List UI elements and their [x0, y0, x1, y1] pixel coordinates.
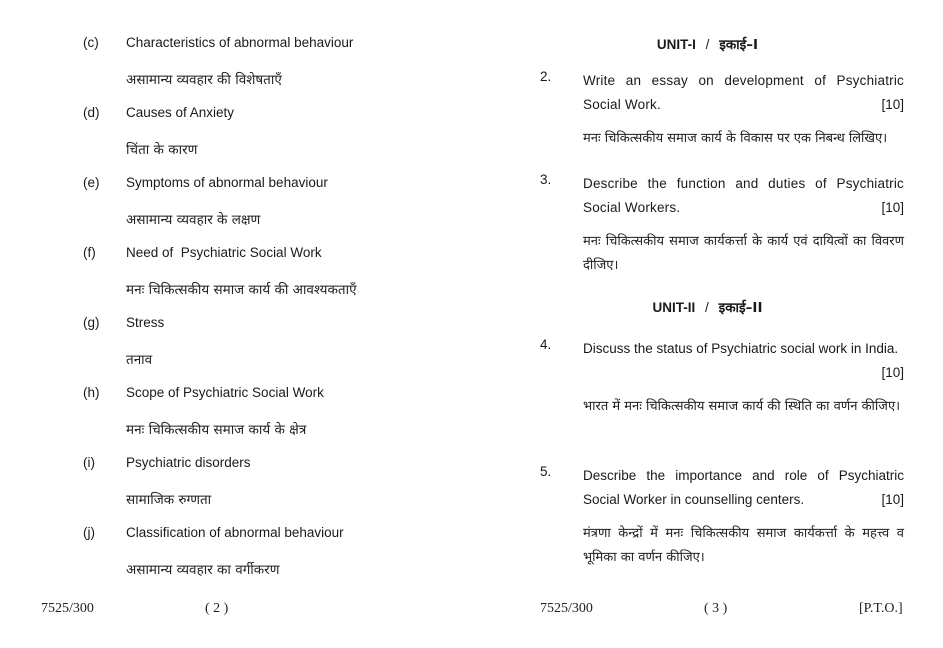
page-3 — [472, 0, 943, 648]
question-number: 3. — [540, 172, 552, 187]
item-label: (j) — [83, 525, 95, 540]
question-english: Write an essay on development of Psychiatric Social Work. — [583, 73, 904, 112]
paper-code: 7525/300 — [41, 601, 94, 616]
unit-2-heading — [472, 298, 943, 316]
item-hindi-text: सामाजिक रुग्णता — [126, 492, 212, 508]
unit-hindi: इकाई–II — [718, 300, 763, 316]
item-english-text: Characteristics of abnormal behaviour — [126, 35, 354, 50]
question-marks: [10] — [881, 200, 904, 215]
unit-hindi: इकाई–I — [719, 37, 759, 53]
page-number: ( 2 ) — [205, 601, 229, 616]
item-hindi-text: असामान्य व्यवहार की विशेषताएँ — [126, 72, 282, 88]
item-hindi-text: मनः चिकित्सकीय समाज कार्य के क्षेत्र — [126, 422, 307, 438]
question-hindi: मनः चिकित्सकीय समाज कार्य के विकास पर एक निबन्ध लिखिए। — [583, 131, 888, 146]
question-number: 2. — [540, 69, 552, 84]
item-label: (h) — [83, 385, 100, 400]
item-label: (f) — [83, 245, 96, 260]
item-hindi-text: मनः चिकित्सकीय समाज कार्य की आवश्यकताएँ — [126, 282, 357, 298]
question-english: Describe the importance and role of Psychiatric Social Worker in counselling centers. — [583, 468, 904, 507]
unit-english: UNIT-I — [656, 37, 696, 52]
question-hindi: भारत में मनः चिकित्सकीय समाज कार्य की स्थिति का वर्णन कीजिए। — [583, 399, 901, 414]
question-marks: [10] — [881, 365, 904, 380]
item-english-text: Need of Psychiatric Social Work — [126, 245, 322, 260]
item-hindi-text: असामान्य व्यवहार का वर्गीकरण — [126, 562, 280, 578]
paper-code: 7525/300 — [540, 601, 593, 616]
question-text — [583, 337, 904, 385]
unit-separator: / — [705, 37, 710, 52]
question-hindi: मंत्रणा केन्द्रों में मनः चिकित्सकीय समाज कार्यकर्त्ता के महत्त्व व भूमिका का वर्णन कीजिए। — [583, 526, 904, 565]
question-english: Discuss the status of Psychiatric social work in India. — [583, 341, 899, 356]
item-hindi-text: चिंता के कारण — [126, 142, 198, 158]
please-turn-over: [P.T.O.] — [859, 601, 903, 616]
page-2 — [0, 0, 470, 648]
item-english-text: Psychiatric disorders — [126, 455, 251, 470]
item-english-text: Classification of abnormal behaviour — [126, 525, 344, 540]
item-english-text: Symptoms of abnormal behaviour — [126, 175, 328, 190]
item-label: (e) — [83, 175, 100, 190]
item-label: (d) — [83, 105, 100, 120]
unit-english: UNIT-II — [652, 300, 696, 315]
question-text — [583, 464, 904, 512]
question-text — [583, 172, 904, 220]
page-number: ( 3 ) — [704, 601, 728, 616]
question-number: 5. — [540, 464, 552, 479]
question-hindi: मनः चिकित्सकीय समाज कार्यकर्त्ता के कार्य एवं दायित्वों का विवरण दीजिए। — [583, 234, 904, 273]
item-label: (g) — [83, 315, 100, 330]
item-label: (c) — [83, 35, 99, 50]
item-hindi-text: तनाव — [126, 352, 153, 368]
item-hindi-text: असामान्य व्यवहार के लक्षण — [126, 212, 261, 228]
item-english-text: Causes of Anxiety — [126, 105, 235, 120]
item-english-text: Scope of Psychiatric Social Work — [126, 385, 324, 400]
question-marks: [10] — [881, 492, 904, 507]
item-label: (i) — [83, 455, 95, 470]
item-english-text: Stress — [126, 315, 165, 330]
unit-1-heading — [472, 35, 943, 53]
question-english: Describe the function and duties of Psychiatric Social Workers. — [583, 176, 904, 215]
question-marks: [10] — [881, 97, 904, 112]
unit-separator: / — [705, 300, 709, 315]
question-text — [583, 69, 904, 117]
question-number: 4. — [540, 337, 552, 352]
